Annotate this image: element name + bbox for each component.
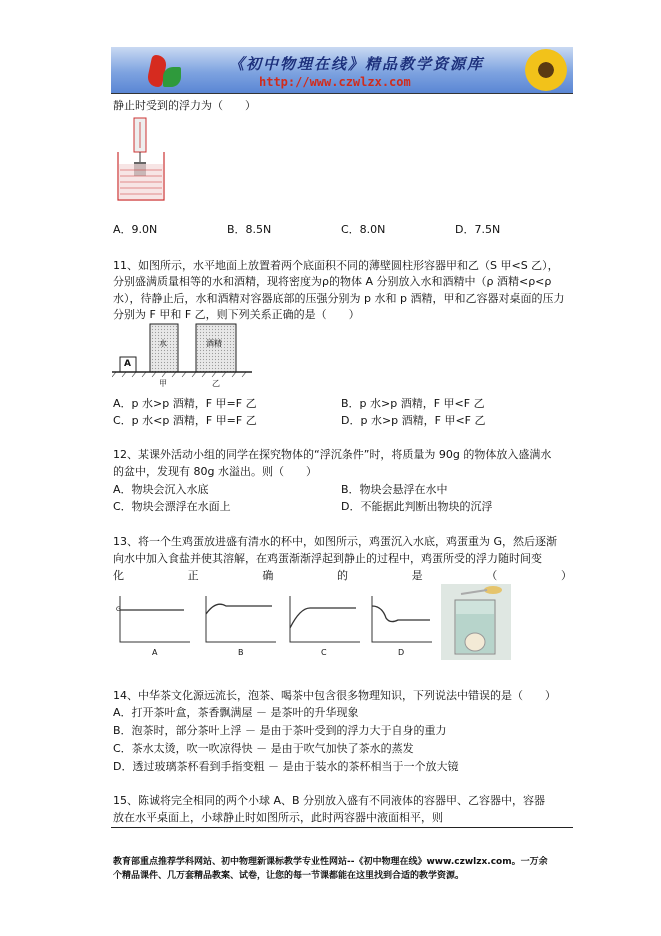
q13-word: 是	[411, 569, 423, 582]
q13-graphs	[114, 592, 434, 662]
q11-line-4: 分别为 F 甲和 F 乙，则下列关系正确的是（ ）	[113, 308, 360, 321]
block-a-label: A	[124, 359, 131, 369]
q14-option-a: A．打开茶叶盒，茶香飘满屋 － 是茶叶的升华现象	[113, 706, 359, 719]
q13-word: （	[486, 569, 498, 582]
q14-option-c: C．茶水太烫，吹一吹凉得快 － 是由于吹气加快了茶水的蒸发	[113, 742, 414, 755]
q11-option-b: B．p 水>p 酒精，F 甲<F 乙	[341, 397, 485, 410]
q13-word: 正	[187, 569, 199, 582]
q10-spring-scale-figure	[114, 116, 172, 204]
q11-option-a: A．p 水>p 酒精，F 甲=F 乙	[113, 397, 257, 410]
graph-a-label: A	[152, 648, 158, 657]
q15-line-1: 15、陈诚将完全相同的两个小球 A、B 分别放入盛有不同液体的容器甲、乙容器中，容器	[113, 794, 546, 807]
q14-option-b: B．泡茶时，部分茶叶上浮 － 是由于茶叶受到的浮力大于自身的重力	[113, 724, 447, 737]
header-banner	[111, 47, 573, 94]
alcohol-label: 酒精	[206, 339, 222, 348]
q11-line-3: 水），待静止后，水和酒精对容器底部的压强分别为 p 水和 p 酒精，甲和乙容器对桌面的压力	[113, 292, 565, 305]
q11-option-c: C．p 水<p 酒精，F 甲=F 乙	[113, 414, 257, 427]
q12-option-b: B．物块会悬浮在水中	[341, 483, 448, 496]
footer-line-2: 个精品课件、几万套精品教案、试卷，让您的每一节课都能在这里找到合适的教学资源。	[113, 871, 465, 881]
q13-word: ）	[560, 569, 572, 582]
sunflower-icon	[525, 49, 567, 91]
q12-line-1: 12、某课外活动小组的同学在探究物体的“浮沉条件”时，将质量为 90g 的物体放入盛满水	[113, 448, 552, 461]
footer-divider	[111, 827, 573, 828]
q10-option-a: A．9.0N	[113, 223, 158, 236]
container-jia-label: 甲	[159, 379, 167, 388]
q13-word: 化	[113, 569, 124, 582]
q12-option-c: C．物块会漂浮在水面上	[113, 500, 231, 513]
q13-word: 的	[336, 569, 348, 582]
graph-c-label: C	[321, 648, 327, 657]
q10-option-b: B．8.5N	[227, 223, 272, 236]
q13-line-2: 向水中加入食盐并使其溶解，在鸡蛋渐渐浮起到静止的过程中，鸡蛋所受的浮力随时间变	[113, 552, 542, 565]
container-yi-label: 乙	[212, 379, 220, 388]
footer-line-1: 教育部重点推荐学科网站、初中物理新课标教学专业性网站--《初中物理在线》www.czwlzx.com。一万余	[113, 857, 548, 867]
logo-leaf-icon	[163, 67, 181, 87]
graph-d-label: D	[398, 648, 405, 657]
q10-option-d: D．7.5N	[455, 223, 501, 236]
q11-line-2: 分别盛满质量相等的水和酒精，现将密度为ρ的物体 A 分别放入水和酒精中（ρ 酒精<ρ<ρ	[113, 275, 552, 288]
q12-option-d: D．不能据此判断出物块的沉浮	[341, 500, 493, 513]
q15-line-2: 放在水平桌面上，小球静止时如图所示，此时两容器中液面相平，则	[113, 811, 443, 824]
q13-line-3	[113, 567, 572, 583]
graph-a-axis-label: G	[116, 606, 121, 613]
q14-stem: 14、中华茶文化源远流长，泡茶、喝茶中包含很多物理知识，下列说法中错误的是（ ）	[113, 689, 556, 702]
q10-option-c: C．8.0N	[341, 223, 386, 236]
q14-option-d: D．透过玻璃茶杯看到手指变粗 － 是由于装水的茶杯相当于一个放大镜	[113, 760, 459, 773]
graph-b-label: B	[238, 648, 244, 657]
q11-line-1: 11、如图所示，水平地面上放置着两个底面积不同的薄壁圆柱形容器甲和乙（S 甲<S 乙），	[113, 259, 559, 272]
q11-option-d: D．p 水>p 酒精，F 甲<F 乙	[341, 414, 486, 427]
site-url[interactable]: http://www.czwlzx.com	[259, 75, 411, 89]
q12-line-2: 的盆中，发现有 80g 水溢出。则（ ）	[113, 465, 317, 478]
site-title: 《初中物理在线》精品教学资源库	[229, 55, 485, 73]
q10-stem: 静止时受到的浮力为（ ）	[113, 99, 256, 112]
q12-option-a: A．物块会沉入水底	[113, 483, 209, 496]
q13-word: 确	[262, 569, 274, 582]
q13-line-1: 13、将一个生鸡蛋放进盛有清水的杯中，如图所示，鸡蛋沉入水底，鸡蛋重为 G，然后逐渐	[113, 535, 558, 548]
water-label: 水	[159, 339, 167, 348]
egg-cup-photo	[441, 584, 511, 660]
q11-containers-figure	[112, 322, 252, 392]
